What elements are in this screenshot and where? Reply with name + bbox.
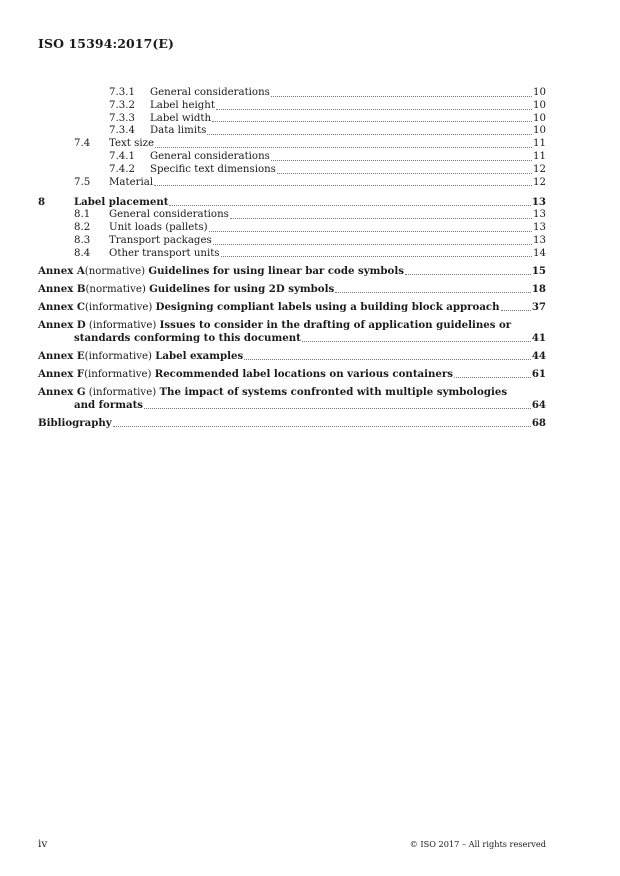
annex-type: (informative) (88, 320, 157, 332)
annex-title: Issues to consider in the drafting of application guidelines or (159, 319, 512, 332)
annex-label: Annex E (38, 350, 85, 363)
toc-entry-annex[interactable] (38, 301, 546, 314)
toc-entry-annex[interactable] (38, 283, 546, 296)
leader-dots (216, 109, 532, 110)
toc-entry[interactable] (38, 138, 546, 151)
annex-label: Annex C (38, 301, 85, 314)
toc-entry-title: Other transport units (109, 247, 220, 259)
toc-entry-page: 14 (533, 247, 546, 259)
toc-entry[interactable] (38, 196, 546, 209)
toc-entry[interactable] (38, 248, 546, 261)
toc-entry-number: 7.3.2 (109, 99, 135, 111)
annex-label: Annex B (38, 283, 86, 296)
toc-entry-title: Text size (109, 138, 154, 150)
annex-type: (informative) (84, 351, 153, 363)
leader-dots (154, 185, 532, 186)
leader-dots (271, 160, 532, 161)
toc-entry-title: General considerations (150, 150, 270, 162)
annex-page: 61 (531, 368, 546, 381)
toc-entry-title: General considerations (109, 209, 229, 221)
annex-title-continued: standards conforming to this document (74, 332, 301, 345)
toc-entry-annex[interactable] (38, 386, 546, 412)
annex-type: (normative) (84, 266, 146, 278)
toc-entry-page: 10 (533, 112, 546, 124)
annex-title: Label examples (155, 350, 244, 363)
toc-entry-number: 7.4.1 (109, 150, 135, 162)
toc-entry-page: 11 (533, 138, 546, 150)
annex-title: Guidelines for using linear bar code symbols (148, 265, 404, 278)
bibliography-page: 68 (531, 417, 546, 430)
toc-entry[interactable] (38, 222, 546, 235)
leader-dots (207, 134, 532, 135)
toc-entry[interactable] (38, 177, 546, 190)
annex-page: 44 (531, 350, 546, 363)
page-number: iv (38, 838, 48, 850)
toc-entry-number: 7.4 (74, 138, 91, 150)
document-id: ISO 15394:2017(E) (38, 36, 175, 51)
toc-entry-number: 7.3.1 (109, 87, 135, 98)
toc-entry-title: Transport packages (109, 234, 212, 246)
leader-dots (335, 292, 531, 293)
annex-type: (informative) (84, 302, 153, 314)
toc-entry-title: Label height (150, 99, 215, 111)
annex-label: Annex G (38, 386, 86, 399)
annex-label: Annex A (38, 265, 85, 278)
toc-entry[interactable] (38, 87, 546, 100)
toc-entry[interactable] (38, 113, 546, 126)
leader-dots (209, 231, 532, 232)
leader-dots (213, 244, 532, 245)
annex-page: 15 (531, 265, 546, 278)
leader-dots (113, 426, 531, 427)
toc-entry-page: 10 (533, 125, 546, 137)
annex-title: Guidelines for using 2D symbols (149, 283, 335, 296)
toc-entry-annex[interactable] (38, 350, 546, 363)
toc-entry-number: 8.4 (74, 247, 91, 259)
annex-type: (informative) (84, 369, 152, 381)
annex-title: The impact of systems confronted with multiple symbologies (159, 386, 508, 399)
leader-dots (271, 96, 532, 97)
annex-label: Annex F (38, 368, 85, 381)
toc-entry-annex[interactable] (38, 368, 546, 381)
leader-dots (501, 310, 531, 311)
annex-title: Designing compliant labels using a building block approach (155, 301, 500, 314)
toc-entry-title: Material (109, 176, 154, 188)
toc-entry-number: 7.3.3 (109, 112, 135, 124)
annex-page: 37 (531, 301, 546, 314)
toc-entry-title: General considerations (150, 87, 270, 98)
toc-entry-number: 7.5 (74, 176, 91, 188)
toc-entry-page: 11 (533, 150, 546, 162)
bibliography-title: Bibliography (38, 417, 112, 430)
toc-entry[interactable] (38, 209, 546, 222)
annex-type: (informative) (88, 387, 157, 399)
annex-title-continued: and formats (74, 399, 144, 412)
toc-entry[interactable] (38, 125, 546, 138)
toc-entry-number: 8.2 (74, 221, 91, 233)
toc-entry-title: Unit loads (pallets) (109, 221, 208, 233)
toc-entry-page: 12 (533, 176, 546, 188)
toc-entry[interactable] (38, 100, 546, 113)
leader-dots (405, 274, 531, 275)
toc-entry-bibliography[interactable] (38, 417, 546, 430)
toc-entry[interactable] (38, 235, 546, 248)
toc-entry-page: 10 (533, 87, 546, 98)
leader-dots (169, 205, 530, 206)
toc-entry-number: 8.1 (74, 209, 91, 221)
leader-dots (454, 377, 531, 378)
toc-entry-page: 13 (533, 234, 546, 246)
annex-label: Annex D (38, 319, 86, 332)
annex-page: 18 (531, 283, 546, 296)
annex-title: Recommended label locations on various containers (154, 368, 453, 381)
leader-dots (144, 408, 531, 409)
annex-type: (normative) (85, 284, 146, 296)
leader-dots (155, 147, 532, 148)
toc-entry[interactable] (38, 164, 546, 177)
toc-entry-page: 13 (533, 209, 546, 221)
annex-page: 64 (531, 399, 546, 412)
toc-entry-title: Specific text dimensions (150, 163, 276, 175)
leader-dots (230, 218, 532, 219)
leader-dots (212, 121, 532, 122)
toc-entry-page: 12 (533, 163, 546, 175)
leader-dots (244, 359, 531, 360)
toc-entry[interactable] (38, 151, 546, 164)
toc-entry-page: 13 (533, 221, 546, 233)
table-of-contents (38, 87, 546, 430)
toc-entry-page: 13 (531, 196, 546, 209)
toc-entry-annex[interactable] (38, 319, 546, 345)
toc-entry-page: 10 (533, 99, 546, 111)
leader-dots (221, 256, 533, 257)
toc-entry-title: Label width (150, 112, 212, 124)
toc-entry-number: 8.3 (74, 234, 91, 246)
toc-entry-annex[interactable] (38, 265, 546, 278)
annex-page: 41 (531, 332, 546, 345)
toc-entry-title: Label placement (74, 196, 169, 209)
toc-entry-number: 8 (38, 196, 46, 209)
copyright-notice: © ISO 2017 – All rights reserved (409, 839, 546, 849)
toc-entry-title: Data limits (150, 125, 207, 137)
toc-entry-number: 7.3.4 (109, 125, 135, 137)
leader-dots (277, 173, 532, 174)
toc-entry-number: 7.4.2 (109, 163, 135, 175)
leader-dots (302, 341, 531, 342)
